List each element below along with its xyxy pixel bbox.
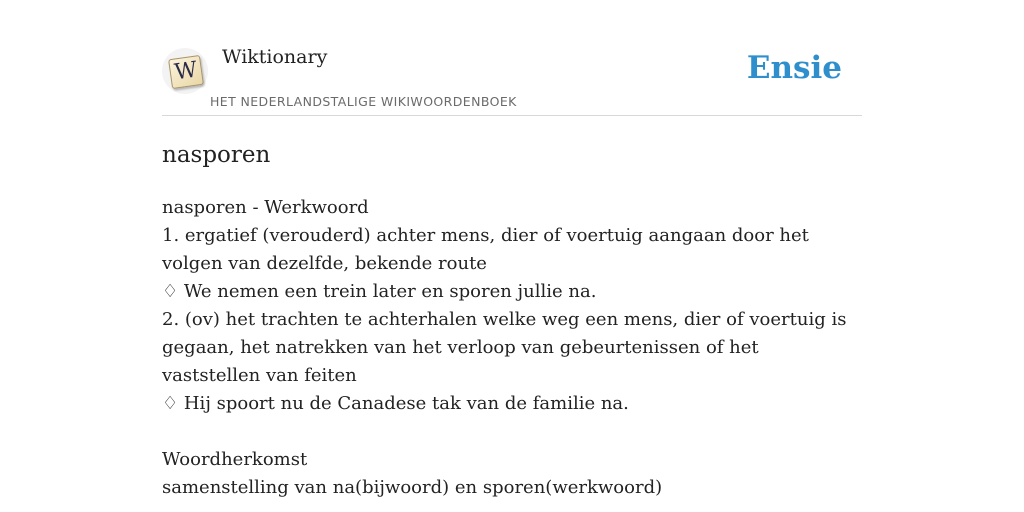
entry-title: nasporen bbox=[162, 142, 271, 168]
example-2: ♢ Hij spoort nu de Canadese tak van de familie na. bbox=[162, 393, 629, 414]
ensie-brand-link[interactable]: Ensie bbox=[746, 50, 842, 86]
wiktionary-logo-icon bbox=[168, 55, 204, 89]
site-tagline: HET NEDERLANDSTALIGE WIKIWOORDENBOEK bbox=[210, 94, 517, 109]
etymology-text: samenstelling van na(bijwoord) en sporen(werkwoord) bbox=[162, 477, 663, 498]
site-header bbox=[162, 40, 862, 116]
entry-content bbox=[162, 138, 862, 502]
section-spacer bbox=[162, 418, 862, 446]
site-name[interactable]: Wiktionary bbox=[222, 46, 328, 68]
definition-1: 1. ergatief (verouderd) achter mens, dier of voertuig aangaan door het volgen van dezelfde, bekende route bbox=[162, 225, 809, 274]
wiktionary-logo[interactable] bbox=[162, 48, 208, 94]
entry-pos-line: nasporen - Werkwoord bbox=[162, 197, 369, 218]
definition-2: 2. (ov) het trachten te achterhalen welke weg een mens, dier of voertuig is gegaan, het natrekken van het verloop van gebeurtenissen of het vaststellen van feiten bbox=[162, 309, 847, 386]
example-1: ♢ We nemen een trein later en sporen jullie na. bbox=[162, 281, 597, 302]
logo-letter: W bbox=[172, 57, 199, 86]
etymology-heading: Woordherkomst bbox=[162, 449, 308, 470]
